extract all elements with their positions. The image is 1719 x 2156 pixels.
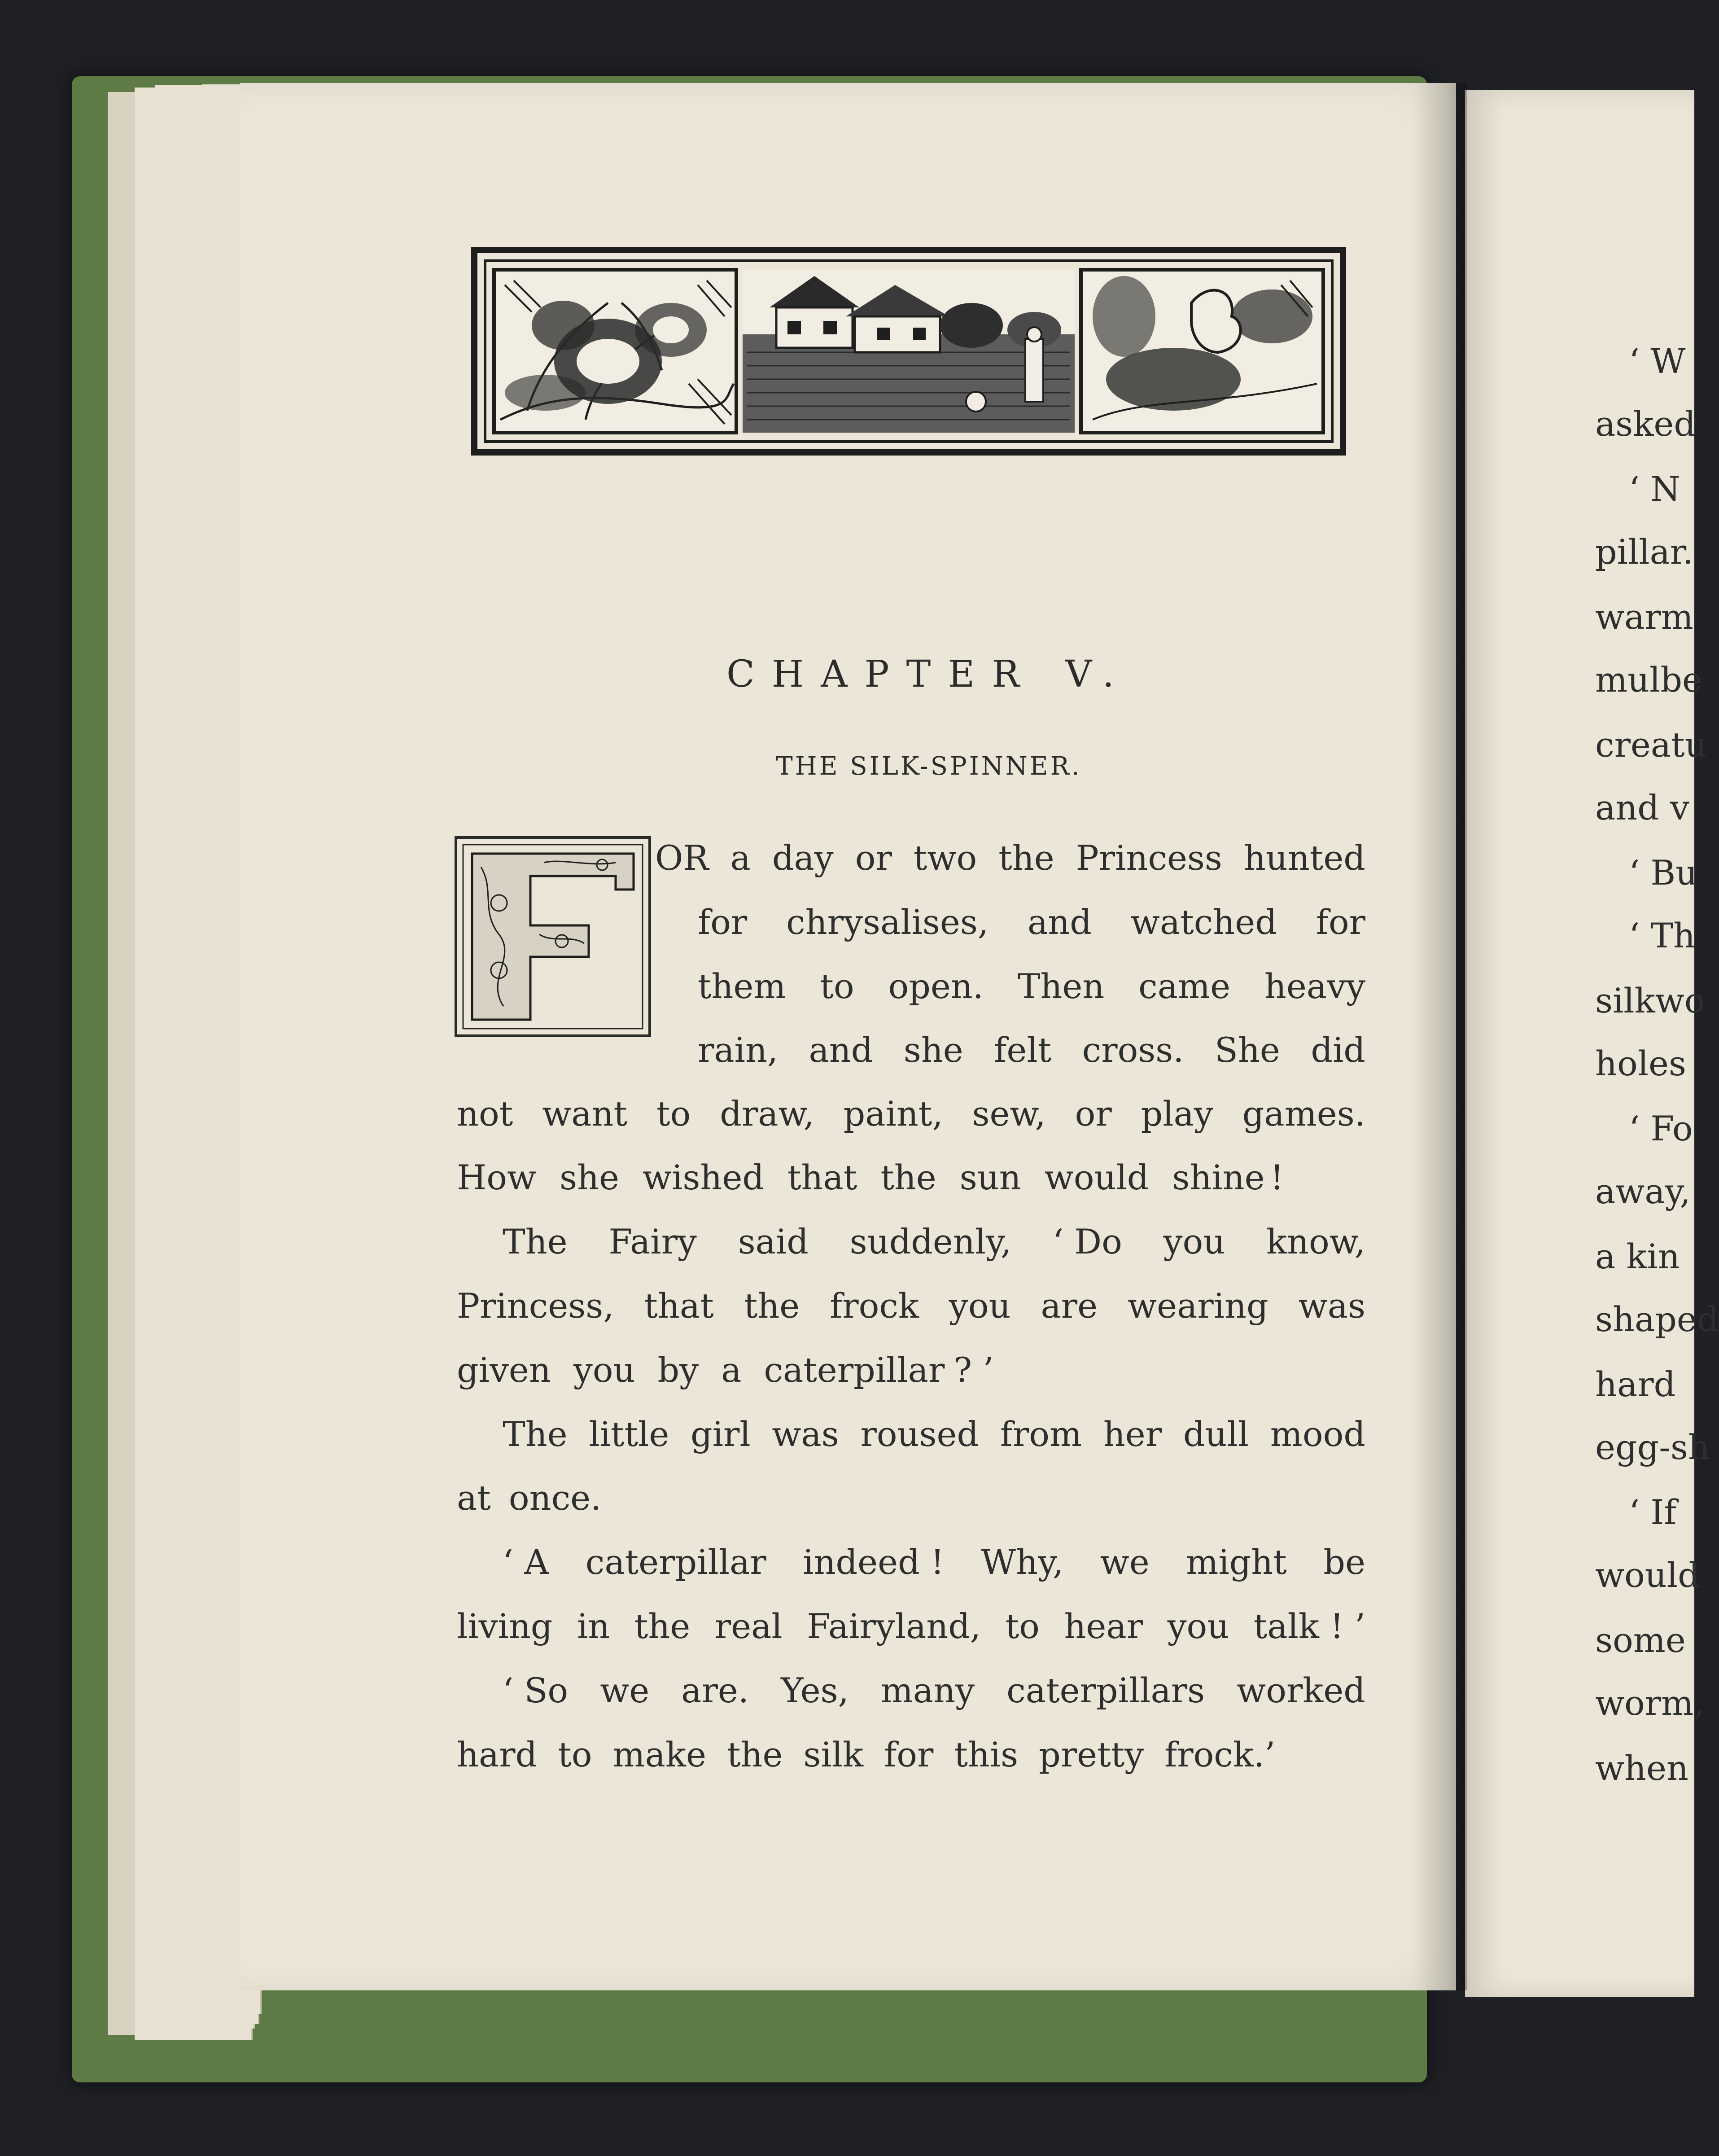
word: are. xyxy=(681,1670,749,1710)
word: real xyxy=(714,1606,783,1646)
word: caterpillar xyxy=(585,1542,766,1582)
right-page-fragment: holes xyxy=(1595,1043,1686,1083)
chapter-title: CHAPTER V. xyxy=(726,653,1131,696)
word: or xyxy=(855,838,892,878)
word: this xyxy=(954,1735,1019,1775)
word: did xyxy=(1311,1030,1365,1070)
chapter-subtitle: THE SILK-SPINNER. xyxy=(776,752,1082,781)
text-line-14 xyxy=(503,1668,1365,1713)
right-page-fragment: would xyxy=(1595,1555,1700,1595)
text-line-6 xyxy=(457,1155,1365,1200)
word: sun xyxy=(959,1157,1021,1197)
right-page-fragment: egg-sh xyxy=(1595,1427,1710,1467)
right-page-fragment: some xyxy=(1595,1620,1686,1660)
word: ‘ Do xyxy=(1052,1222,1122,1262)
word: play xyxy=(1141,1094,1213,1134)
word: hard xyxy=(457,1735,538,1775)
word: paint, xyxy=(843,1094,943,1134)
right-page-fragment: ‘ W xyxy=(1629,341,1686,381)
word: might xyxy=(1186,1542,1287,1582)
text-line-5 xyxy=(457,1091,1365,1136)
word: Fairy xyxy=(608,1222,697,1262)
word: the xyxy=(880,1157,936,1197)
word: ! xyxy=(1270,1157,1284,1197)
word: felt xyxy=(994,1030,1052,1070)
word: you xyxy=(1167,1606,1229,1646)
word: to xyxy=(1005,1606,1040,1646)
right-page-fragment: when xyxy=(1595,1748,1688,1788)
word: heavy xyxy=(1264,966,1365,1006)
word: at xyxy=(457,1478,491,1518)
word: wearing xyxy=(1128,1286,1268,1326)
word: Princess xyxy=(1076,838,1222,878)
word: wished xyxy=(643,1157,764,1197)
word: mood xyxy=(1270,1414,1365,1454)
right-page-fragment: away, xyxy=(1595,1171,1691,1211)
word: a xyxy=(730,838,751,878)
word: ‘ A xyxy=(503,1542,549,1582)
word: frock xyxy=(830,1286,919,1326)
text-line-3 xyxy=(698,964,1365,1009)
text-line-15 xyxy=(457,1732,1365,1777)
right-page-fragment: ‘ N xyxy=(1629,469,1680,509)
thistle-panel-left xyxy=(494,270,736,433)
word: indeed ! xyxy=(803,1542,945,1582)
butterfly-panel-right xyxy=(1081,270,1323,433)
word: by xyxy=(657,1350,699,1390)
word: for xyxy=(884,1735,934,1775)
word: frock.’ xyxy=(1164,1735,1276,1775)
word: she xyxy=(903,1030,963,1070)
word: silk xyxy=(803,1735,864,1775)
gutter-shadow xyxy=(1413,83,1467,1990)
word: that xyxy=(787,1157,857,1197)
word: them xyxy=(698,966,786,1006)
right-page-fragment: mulbe xyxy=(1595,660,1702,700)
word: girl xyxy=(691,1414,751,1454)
word: to xyxy=(820,966,854,1006)
word: are xyxy=(1041,1286,1098,1326)
word: watched xyxy=(1130,902,1277,942)
word: would xyxy=(1044,1157,1149,1197)
word: want xyxy=(542,1094,628,1134)
text-line-10 xyxy=(503,1412,1365,1457)
text-line-12 xyxy=(503,1540,1365,1585)
word: in xyxy=(577,1606,610,1646)
word: you xyxy=(1163,1222,1225,1262)
word: How xyxy=(457,1157,537,1197)
word: games. xyxy=(1242,1094,1365,1134)
word: the xyxy=(744,1286,800,1326)
word: you xyxy=(949,1286,1011,1326)
word: the xyxy=(634,1606,691,1646)
word: and xyxy=(809,1030,873,1070)
word: shine xyxy=(1172,1157,1265,1197)
right-page-fragment: ‘ Bu xyxy=(1629,853,1698,893)
word: we xyxy=(1100,1542,1150,1582)
word: little xyxy=(589,1414,669,1454)
word: living xyxy=(457,1606,553,1646)
word: sew, xyxy=(972,1094,1046,1134)
word: suddenly, xyxy=(849,1222,1012,1262)
word: The xyxy=(503,1222,568,1262)
drop-cap-letter-text xyxy=(454,836,652,1038)
text-line-8 xyxy=(457,1284,1365,1328)
word: Yes, xyxy=(781,1670,849,1710)
word: ‘ So xyxy=(503,1670,569,1710)
word: many xyxy=(880,1670,975,1710)
word: given xyxy=(457,1350,551,1390)
cottage-meadow-scene xyxy=(743,270,1075,433)
text-line-2 xyxy=(698,900,1365,945)
right-page-fragment: a kin xyxy=(1595,1236,1680,1276)
right-page-fragment: warm xyxy=(1595,597,1693,637)
right-page-fragment: worm, xyxy=(1595,1683,1705,1723)
text-line-13 xyxy=(457,1604,1365,1649)
word: Fairyland, xyxy=(807,1606,981,1646)
word: her xyxy=(1103,1414,1162,1454)
word: for xyxy=(1316,902,1365,942)
word: hunted xyxy=(1243,838,1365,878)
word: be xyxy=(1323,1542,1365,1582)
word: we xyxy=(600,1670,650,1710)
chapter-headpiece-illustration xyxy=(473,249,1344,453)
right-page-fragment: hard xyxy=(1595,1364,1676,1404)
word: dull xyxy=(1183,1414,1249,1454)
right-page-fragment: ‘ Fo xyxy=(1629,1109,1693,1148)
word: hear xyxy=(1064,1606,1143,1646)
word: or xyxy=(1075,1094,1112,1134)
word: caterpillar xyxy=(764,1350,945,1390)
word: OR xyxy=(655,838,709,878)
text-line-9 xyxy=(457,1348,1365,1393)
word: know, xyxy=(1266,1222,1365,1262)
word: cross. xyxy=(1082,1030,1184,1070)
word: chrysalises, xyxy=(786,902,989,942)
word: the xyxy=(998,838,1054,878)
right-page-fragment: asked xyxy=(1595,404,1696,444)
word: She xyxy=(1214,1030,1280,1070)
word: once. xyxy=(508,1478,602,1518)
text-line-7 xyxy=(503,1219,1365,1264)
word: Princess, xyxy=(457,1286,614,1326)
word: worked xyxy=(1237,1670,1365,1710)
right-page-fragment: silkwo xyxy=(1595,981,1705,1021)
word: to xyxy=(558,1735,592,1775)
word: talk ! ’ xyxy=(1253,1606,1365,1646)
word: Why, xyxy=(981,1542,1064,1582)
right-page-fragment: creatu xyxy=(1595,725,1707,765)
right-page-fragment: shaped xyxy=(1595,1299,1719,1339)
word: said xyxy=(738,1222,809,1262)
word: was xyxy=(1298,1286,1365,1326)
word: rain, xyxy=(698,1030,779,1070)
word: day xyxy=(772,838,834,878)
word: not xyxy=(457,1094,513,1134)
word: ? ’ xyxy=(954,1350,994,1390)
word: roused xyxy=(860,1414,979,1454)
word: was xyxy=(772,1414,839,1454)
right-page-fragment: and v xyxy=(1595,788,1690,828)
word: a xyxy=(721,1350,742,1390)
right-page-fragment: ‘ Th xyxy=(1629,916,1695,955)
word: from xyxy=(1000,1414,1082,1454)
right-page-fragment: pillar. xyxy=(1595,532,1694,572)
right-page-fragment: ‘ If xyxy=(1629,1492,1677,1532)
word: and xyxy=(1027,902,1092,942)
word: the xyxy=(726,1735,783,1775)
word: came xyxy=(1138,966,1231,1006)
word: open. xyxy=(888,966,984,1006)
word: caterpillars xyxy=(1006,1670,1205,1710)
text-line-4 xyxy=(698,1028,1365,1073)
word: The xyxy=(503,1414,568,1454)
word: she xyxy=(560,1157,620,1197)
word: to xyxy=(656,1094,691,1134)
text-line-1 xyxy=(655,836,1365,881)
word: for xyxy=(698,902,748,942)
text-line-11 xyxy=(457,1476,1365,1521)
word: draw, xyxy=(720,1094,814,1134)
word: that xyxy=(644,1286,714,1326)
word: pretty xyxy=(1039,1735,1144,1775)
word: two xyxy=(913,838,977,878)
word: you xyxy=(573,1350,635,1390)
word: make xyxy=(612,1735,706,1775)
word: Then xyxy=(1017,966,1105,1006)
